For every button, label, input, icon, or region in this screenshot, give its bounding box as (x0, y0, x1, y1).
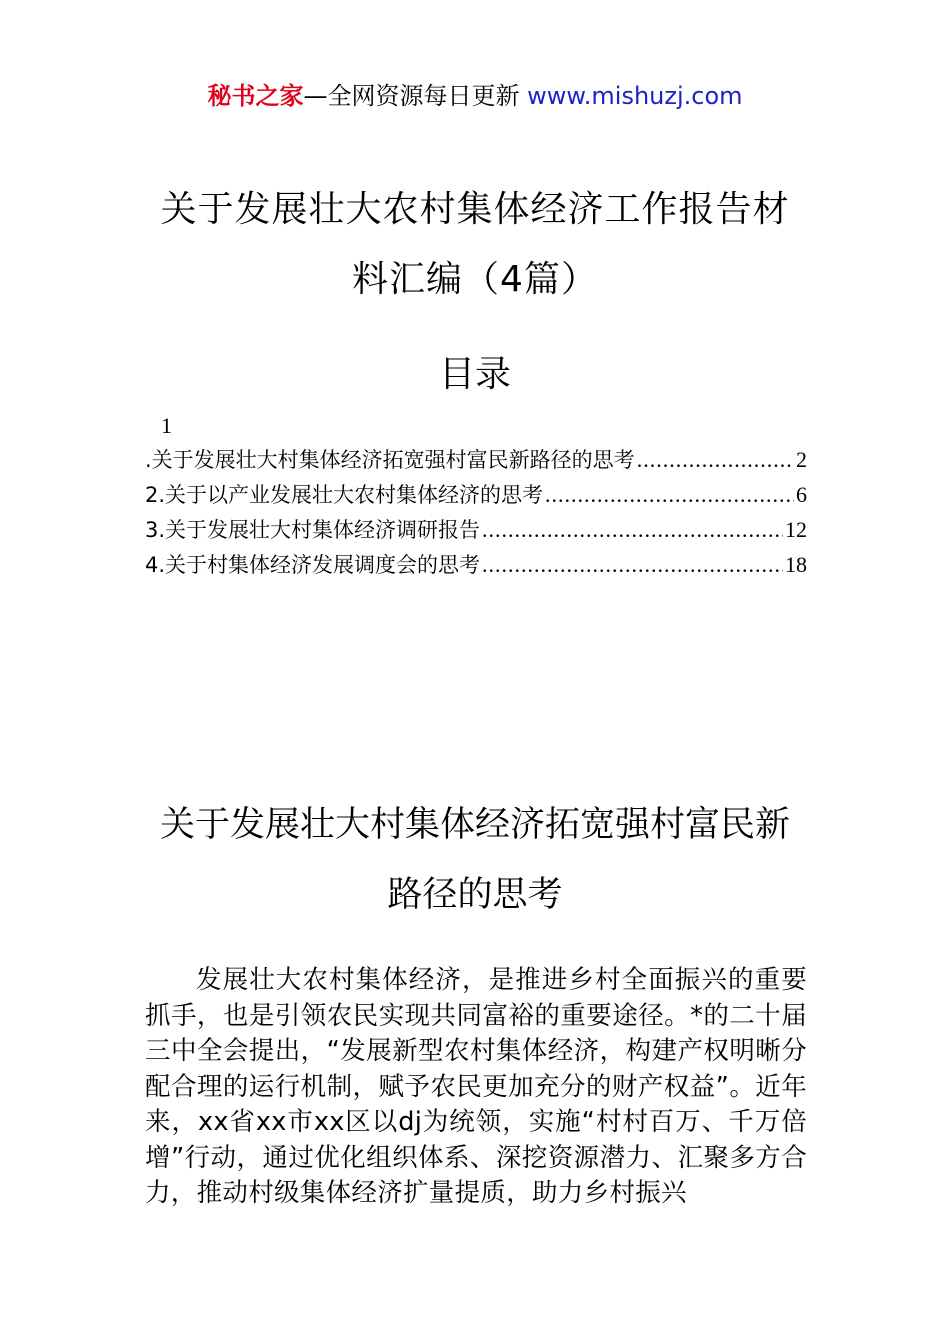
toc-leader-dots (482, 547, 783, 582)
toc-heading: 目录 (438, 354, 511, 395)
toc-entry-page: 12 (785, 517, 807, 542)
body-paragraph: 发展壮大农村集体经济，是推进乡村全面振兴的重要抓手，也是引领农民实现共同富裕的重要途径。*的二十届三中全会提出，“发展新型农村集体经济，构建产权明晰分配合理的运行机制，赋予农民更加充分的财产权益”。近年来，xx省xx市xx区以dj为统领，实施“村村百万、千万倍增”行动，通过优化组织体系、深挖资源潜力、汇聚多方合力，推动村级集体经济扩量提质，助力乡村振兴 (145, 965, 807, 1208)
toc-entry-page: 18 (785, 552, 807, 577)
section-title: 关于发展壮大村集体经济拓宽强村富民新路径的思考 (159, 805, 790, 915)
toc-entry-3[interactable] (145, 512, 807, 547)
document-title: 关于发展壮大农村集体经济工作报告材料汇编（4篇） (160, 189, 790, 300)
table-of-contents (145, 410, 807, 582)
toc-leader-dots (637, 442, 794, 477)
toc-entry-label: .关于发展壮大村集体经济拓宽强村富民新路径的思考 (145, 448, 635, 472)
toc-entry-4[interactable] (145, 547, 807, 582)
toc-leader-dots (545, 477, 794, 512)
toc-entry-label: 4.关于村集体经济发展调度会的思考 (145, 553, 481, 577)
site-banner (0, 80, 950, 112)
toc-entry-1[interactable] (145, 442, 807, 477)
toc-entry-label: 2.关于以产业发展壮大农村集体经济的思考 (145, 483, 544, 507)
banner-brand: 秘书之家 (207, 82, 304, 110)
toc-leader-dots (482, 512, 783, 547)
toc-entry-label: 3.关于发展壮大村集体经济调研报告 (145, 518, 481, 542)
toc-entry-page: 2 (796, 447, 807, 472)
banner-tagline: —全网资源每日更新 (303, 82, 528, 110)
toc-entry-2[interactable] (145, 477, 807, 512)
toc-entry-page: 6 (796, 482, 807, 507)
banner-url-link[interactable]: www.mishuzj.com (527, 82, 743, 110)
toc-first-number: 1 (161, 413, 172, 438)
